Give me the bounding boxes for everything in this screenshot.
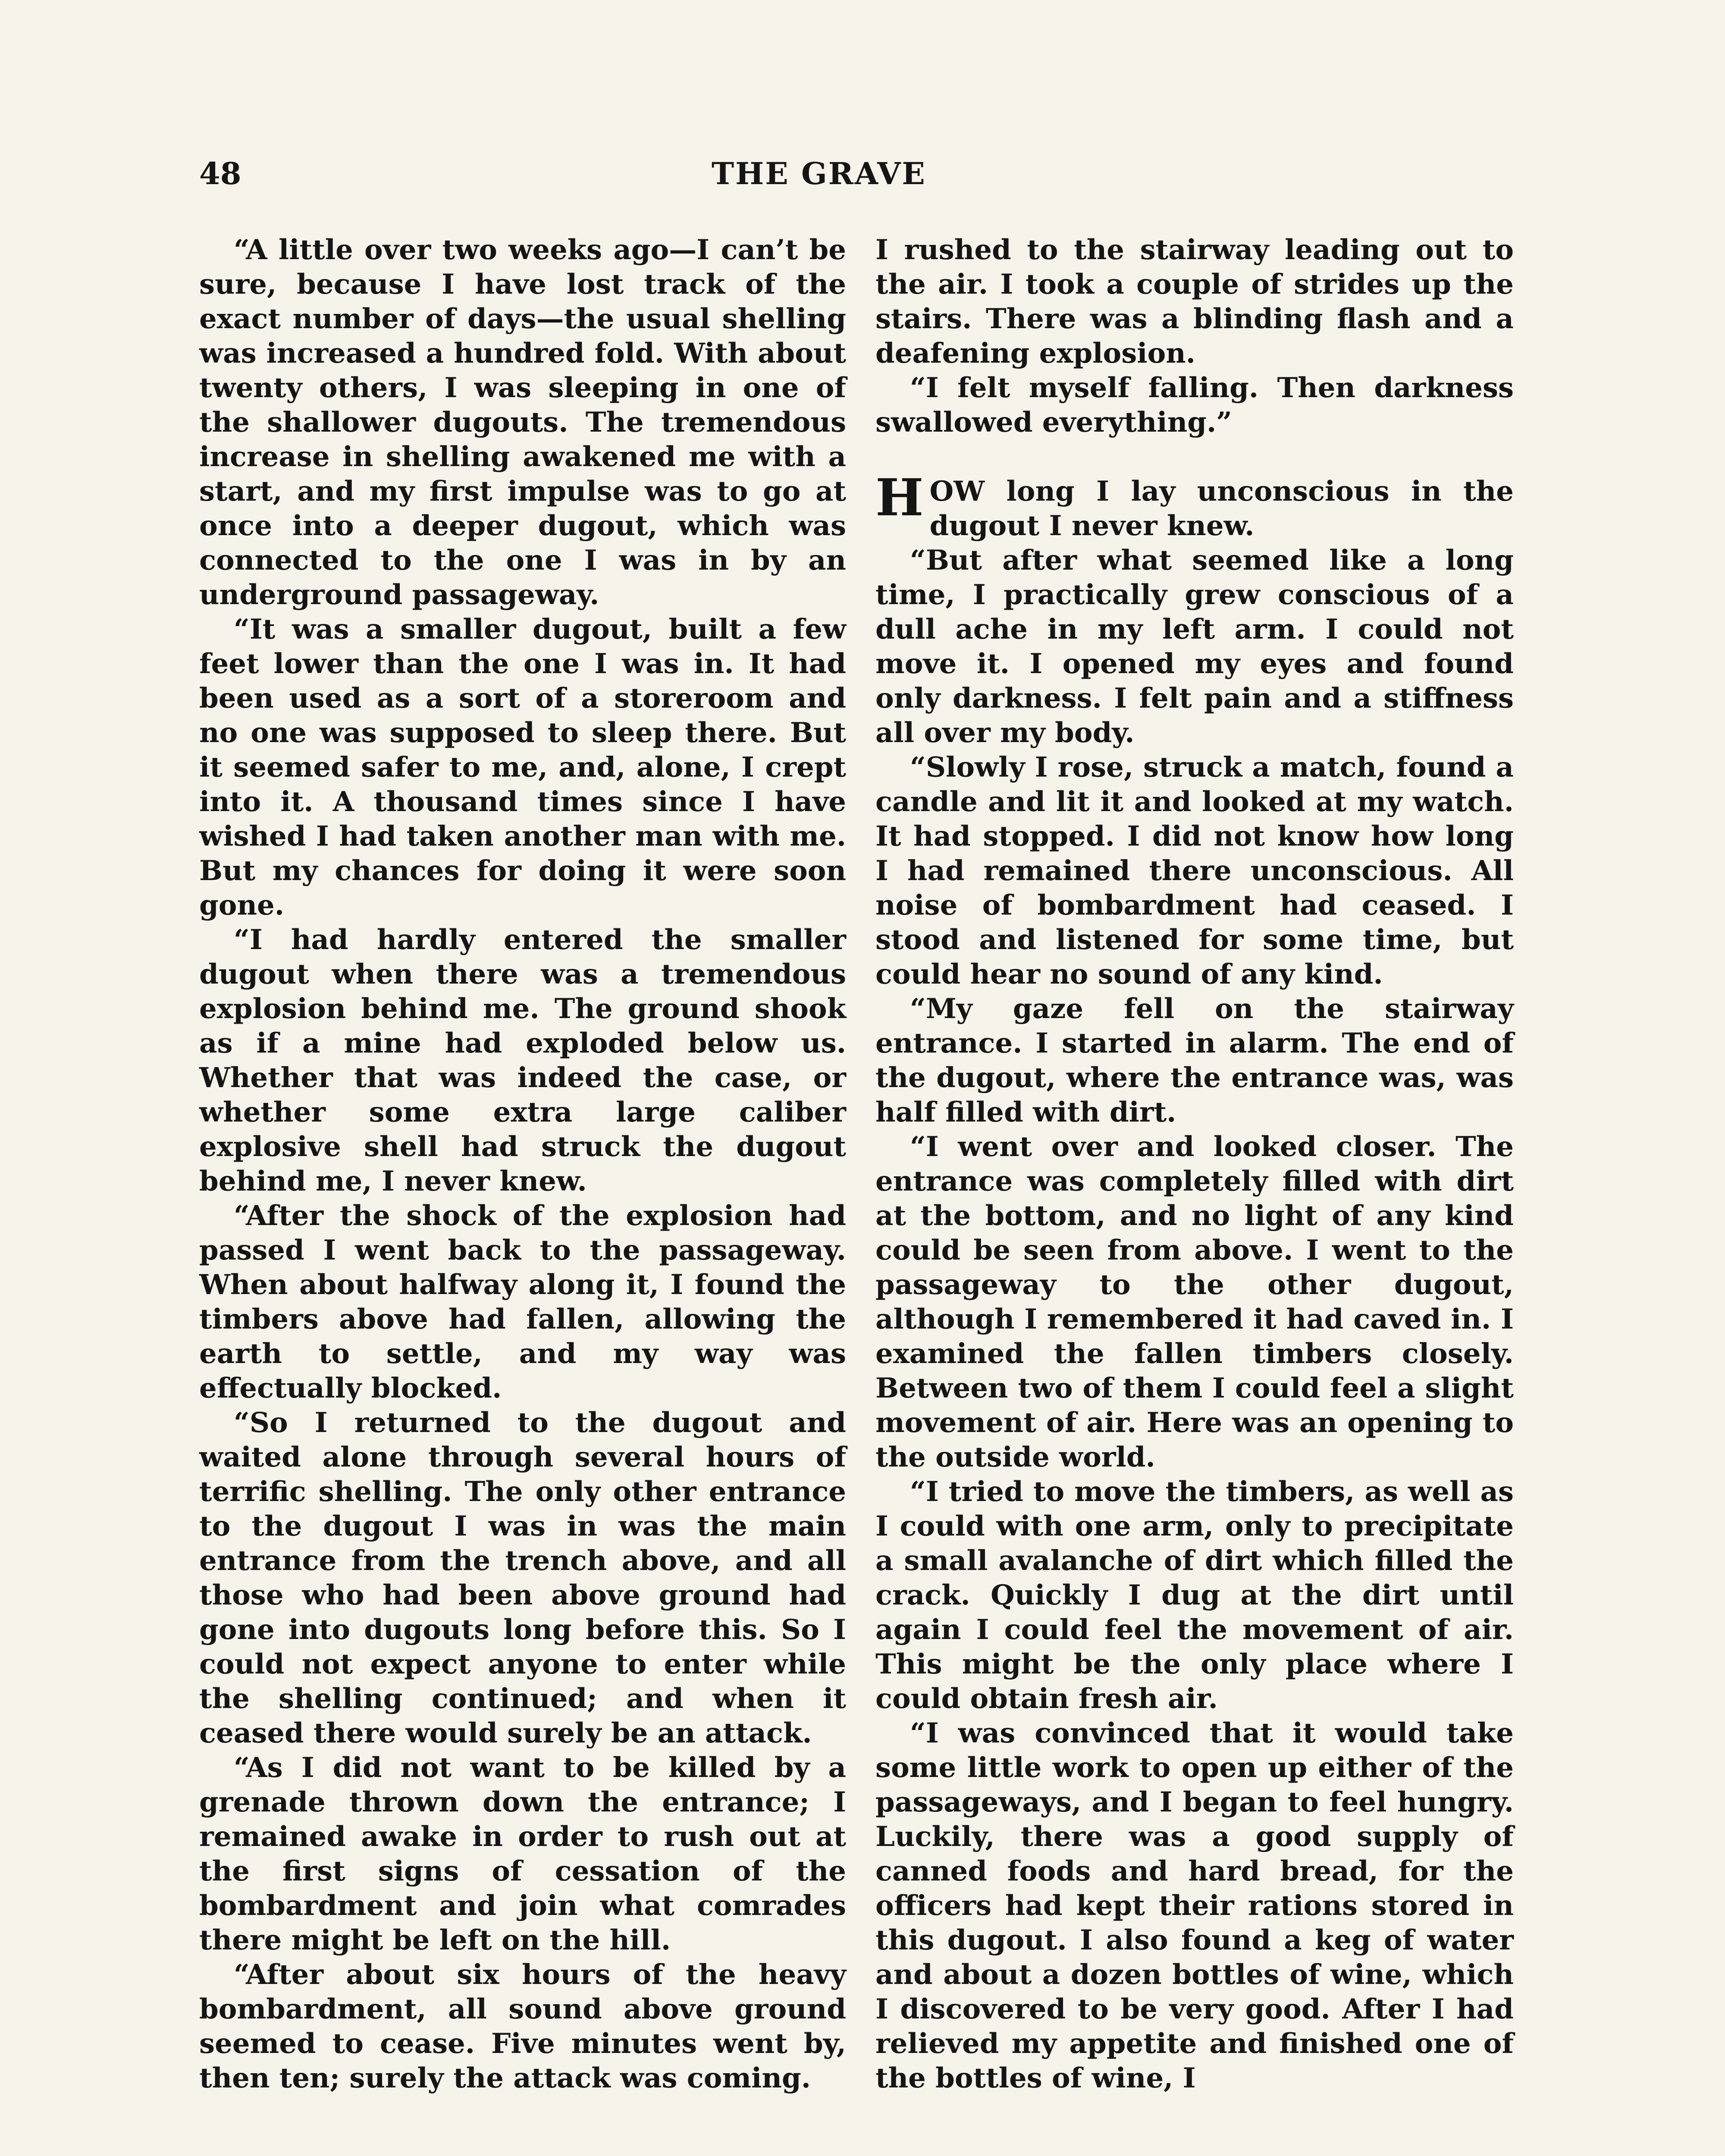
drop-cap: H bbox=[875, 467, 924, 527]
paragraph: I rushed to the stairway leading out to the air. I took a couple of strides up the stairs. There was a blinding flash and a deafening explosion. bbox=[875, 234, 1514, 370]
paragraph: “After about six hours of the heavy bombardment, all sound above ground seemed to cease. Five minutes went by, then ten; surely the attack was coming. bbox=[199, 1959, 846, 2094]
paragraph: “I had hardly entered the smaller dugout when there was a tremendous explosion behind me. The ground shook as if a mine had exploded below us. Whether that was indeed the case, or whether some extra large caliber explosive shell had struck the dugout behind me, I never knew. bbox=[199, 924, 846, 1197]
left-column bbox=[199, 233, 846, 2096]
running-head: THE GRAVE bbox=[712, 156, 926, 191]
paragraph: “Slowly I rose, struck a match, found a candle and lit it and looked at my watch. It had stopped. I did not know how long I had remained there unconscious. All noise of bombardment had ceased. I stood and listened for some time, but could hear no sound of any kind. bbox=[875, 751, 1514, 990]
drop-cap-continuation: OW long I lay unconscious in the dugout I never knew. bbox=[929, 475, 1514, 542]
paragraph: “I went over and looked closer. The entrance was completely filled with dirt at the bottom, and no light of any kind could be seen from above. I went to the passageway to the other dugout, although I remembered it had caved in. I examined the fallen timbers closely. Between two of them I could feel a slight movement of air. Here was an opening to the outside world. bbox=[875, 1131, 1514, 1473]
paragraph: “So I returned to the dugout and waited alone through several hours of terrific shelling. The only other entrance to the dugout I was in was the main entrance from the trench above, and all those who had been above ground had gone into dugouts long before this. So I could not expect anyone to enter while the shelling continued; and when it ceased there would surely be an attack. bbox=[199, 1407, 846, 1749]
paragraph: “My gaze fell on the stairway entrance. I started in alarm. The end of the dugout, where the entrance was, was half filled with dirt. bbox=[875, 993, 1514, 1128]
paragraph: “I felt myself falling. Then darkness swallowed everything.” bbox=[875, 372, 1514, 439]
paragraph: “I tried to move the timbers, as well as I could with one arm, only to precipitate a small avalanche of dirt which filled the crack. Quickly I dug at the dirt until again I could feel the movement of air. This might be the only place where I could obtain fresh air. bbox=[875, 1476, 1514, 1715]
section-opening-paragraph bbox=[875, 467, 1514, 543]
page-number: 48 bbox=[199, 156, 242, 191]
paragraph: “After the shock of the explosion had passed I went back to the passageway. When about halfway along it, I found the timbers above had fallen, allowing the earth to settle, and my way was effectually blocked. bbox=[199, 1200, 846, 1404]
paragraph: “But after what seemed like a long time, I practically grew conscious of a dull ache in my left arm. I could not move it. I opened my eyes and found only darkness. I felt pain and a stiffness all over my body. bbox=[875, 544, 1514, 749]
paragraph: “It was a smaller dugout, built a few feet lower than the one I was in. It had been used as a sort of a storeroom and no one was supposed to sleep there. But it seemed safer to me, and, alone, I crept into it. A thousand times since I have wished I had taken another man with me. But my chances for doing it were soon gone. bbox=[199, 613, 846, 921]
paragraph: “I was convinced that it would take some little work to open up either of the passageways, and I began to feel hungry. Luckily, there was a good supply of canned foods and hard bread, for the officers had kept their rations stored in this dugout. I also found a keg of water and about a dozen bottles of wine, which I discovered to be very good. After I had relieved my appetite and finished one of the bottles of wine, I bbox=[875, 1717, 1514, 2094]
right-column bbox=[875, 233, 1514, 2096]
paragraph: “As I did not want to be killed by a grenade thrown down the entrance; I remained awake in order to rush out at the first signs of cessation of the bombardment and join what comrades there might be left on the hill. bbox=[199, 1752, 846, 1956]
paragraph: “A little over two weeks ago—I can’t be sure, because I have lost track of the exact number of days—the usual shelling was increased a hundred fold. With about twenty others, I was sleeping in one of the shallower dugouts. The tremendous increase in shelling awakened me with a start, and my first impulse was to go at once into a deeper dugout, which was connected to the one I was in by an underground passageway. bbox=[199, 234, 846, 611]
